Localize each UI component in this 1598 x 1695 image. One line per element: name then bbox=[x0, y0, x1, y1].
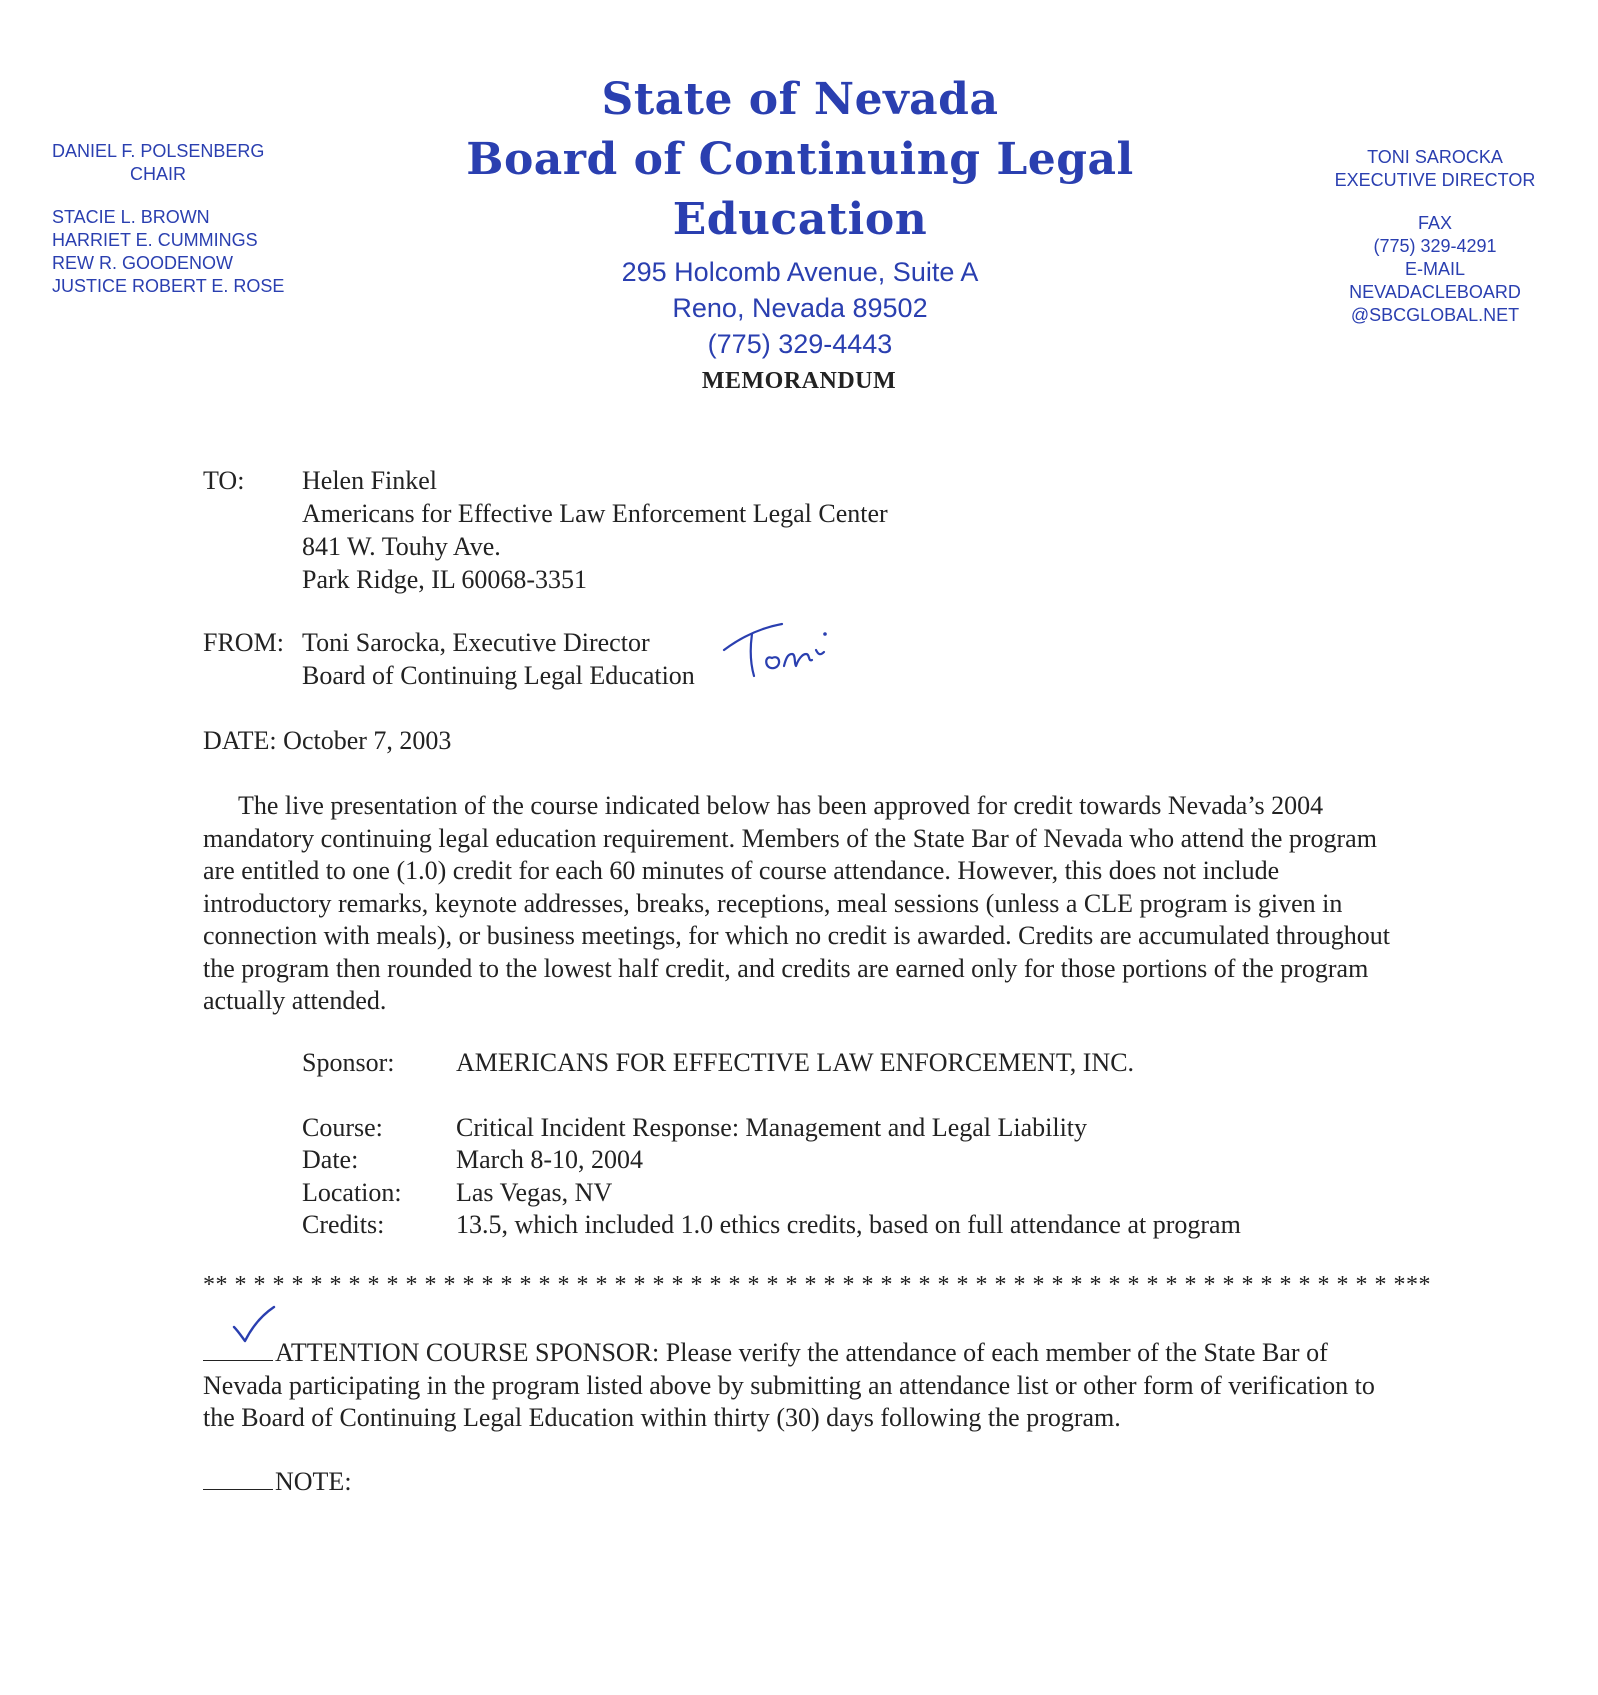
date-label: DATE: bbox=[203, 726, 277, 755]
org-board: Board of Continuing Legal Education bbox=[466, 134, 1134, 245]
credits-value: 13.5, which included 1.0 ethics credits, based on full attendance at program bbox=[456, 1210, 1241, 1239]
from-label: FROM: bbox=[203, 628, 284, 657]
email-line2: @SBCGLOBAL.NET bbox=[1350, 305, 1520, 325]
location-label: Location: bbox=[302, 1177, 402, 1207]
course-value: Critical Incident Response: Management and Legal Liability bbox=[456, 1112, 1088, 1142]
member-name: JUSTICE ROBERT E. ROSE bbox=[52, 276, 285, 296]
address bbox=[400, 254, 1200, 362]
checkbox-blank bbox=[203, 1359, 273, 1361]
member-name: REW R. GOODENOW bbox=[52, 253, 233, 273]
from-line: Board of Continuing Legal Education bbox=[302, 661, 695, 690]
course-date-value: March 8-10, 2004 bbox=[456, 1145, 644, 1174]
course-details bbox=[302, 1047, 1241, 1242]
course-label: Course: bbox=[302, 1112, 383, 1142]
location-row bbox=[302, 1177, 1241, 1210]
to-line: 841 W. Touhy Ave. bbox=[302, 532, 501, 561]
attention-text: ATTENTION COURSE SPONSOR: Please verify the attendance of each member of the State Bar of Nevada participating in the program listed above by submitting an attendance list or other form of verification to the Board of Continuing Legal Education within thirty (30) days following the program. bbox=[203, 1338, 1375, 1432]
sponsor-row bbox=[302, 1047, 1241, 1080]
member-name: HARRIET E. CUMMINGS bbox=[52, 230, 258, 250]
location-value: Las Vegas, NV bbox=[456, 1177, 613, 1207]
to-line: Park Ridge, IL 60068-3351 bbox=[302, 565, 587, 594]
course-row bbox=[302, 1112, 1241, 1145]
credits-label: Credits: bbox=[302, 1210, 385, 1239]
members bbox=[52, 206, 352, 298]
note-label: NOTE: bbox=[275, 1467, 352, 1496]
letterhead bbox=[400, 70, 1200, 362]
email-line1: NEVADACLEBOARD bbox=[1349, 282, 1521, 302]
address-phone: (775) 329-4443 bbox=[707, 329, 893, 359]
from-line: Toni Sarocka, Executive Director bbox=[302, 628, 650, 657]
to-line: Americans for Effective Law Enforcement Legal Center bbox=[302, 499, 888, 528]
date-value: October 7, 2003 bbox=[283, 726, 452, 755]
from-sender bbox=[302, 626, 695, 692]
sponsor-value: AMERICANS FOR EFFECTIVE LAW ENFORCEMENT, INC. bbox=[456, 1048, 1135, 1077]
fax-label: FAX bbox=[1417, 213, 1452, 233]
credits-row bbox=[302, 1209, 1241, 1242]
to-line: Helen Finkel bbox=[302, 466, 438, 495]
board-members-list bbox=[52, 140, 352, 298]
director-title: EXECUTIVE DIRECTOR bbox=[1334, 170, 1536, 190]
to-address bbox=[302, 464, 888, 596]
separator-line: ** * * * * * * * * * * * * * * * * * * * * * * * * * * * * * * * * * * * * * * * * * * * * * * * * * * * * * * * * * * * * * *** bbox=[203, 1272, 1431, 1298]
director-contact bbox=[1300, 146, 1570, 327]
sponsor-label: Sponsor: bbox=[302, 1048, 395, 1077]
note-row bbox=[203, 1467, 352, 1497]
course-date-label: Date: bbox=[302, 1145, 359, 1174]
address-street: 295 Holcomb Avenue, Suite A bbox=[621, 257, 979, 287]
chair-name: DANIEL F. POLSENBERG bbox=[52, 141, 265, 161]
memo-title: MEMORANDUM bbox=[701, 368, 897, 394]
org-state: State of Nevada bbox=[601, 74, 999, 125]
attention-notice bbox=[203, 1337, 1413, 1435]
member-name: STACIE L. BROWN bbox=[52, 207, 210, 227]
fax-number: (775) 329-4291 bbox=[1373, 236, 1497, 256]
address-city: Reno, Nevada 89502 bbox=[672, 293, 928, 323]
note-blank bbox=[203, 1488, 273, 1490]
course-date-row bbox=[302, 1144, 1241, 1177]
body-paragraph: The live presentation of the course indicated below has been approved for credit towards Nevada’s 2004 mandatory continuing legal education requirement. Members of the State Bar of Nevada who attend the program are entitled to one (1.0) credit for each 60 minutes of course attendance. However, this does not include introductory remarks, keynote addresses, breaks, receptions, meal sessions (unless a CLE program is given in connection with meals), or business meetings, for which no credit is awarded. Credits are accumulated throughout the program then rounded to the lowest half credit, and credits are earned only for those portions of the program actually attended. bbox=[203, 791, 1390, 1015]
to-label: TO: bbox=[203, 466, 245, 495]
director-name: TONI SAROCKA bbox=[1367, 147, 1503, 167]
chair-title: CHAIR bbox=[130, 164, 187, 184]
signature-image bbox=[720, 610, 860, 685]
email-label: E-MAIL bbox=[1404, 259, 1465, 279]
date-row bbox=[203, 724, 451, 757]
